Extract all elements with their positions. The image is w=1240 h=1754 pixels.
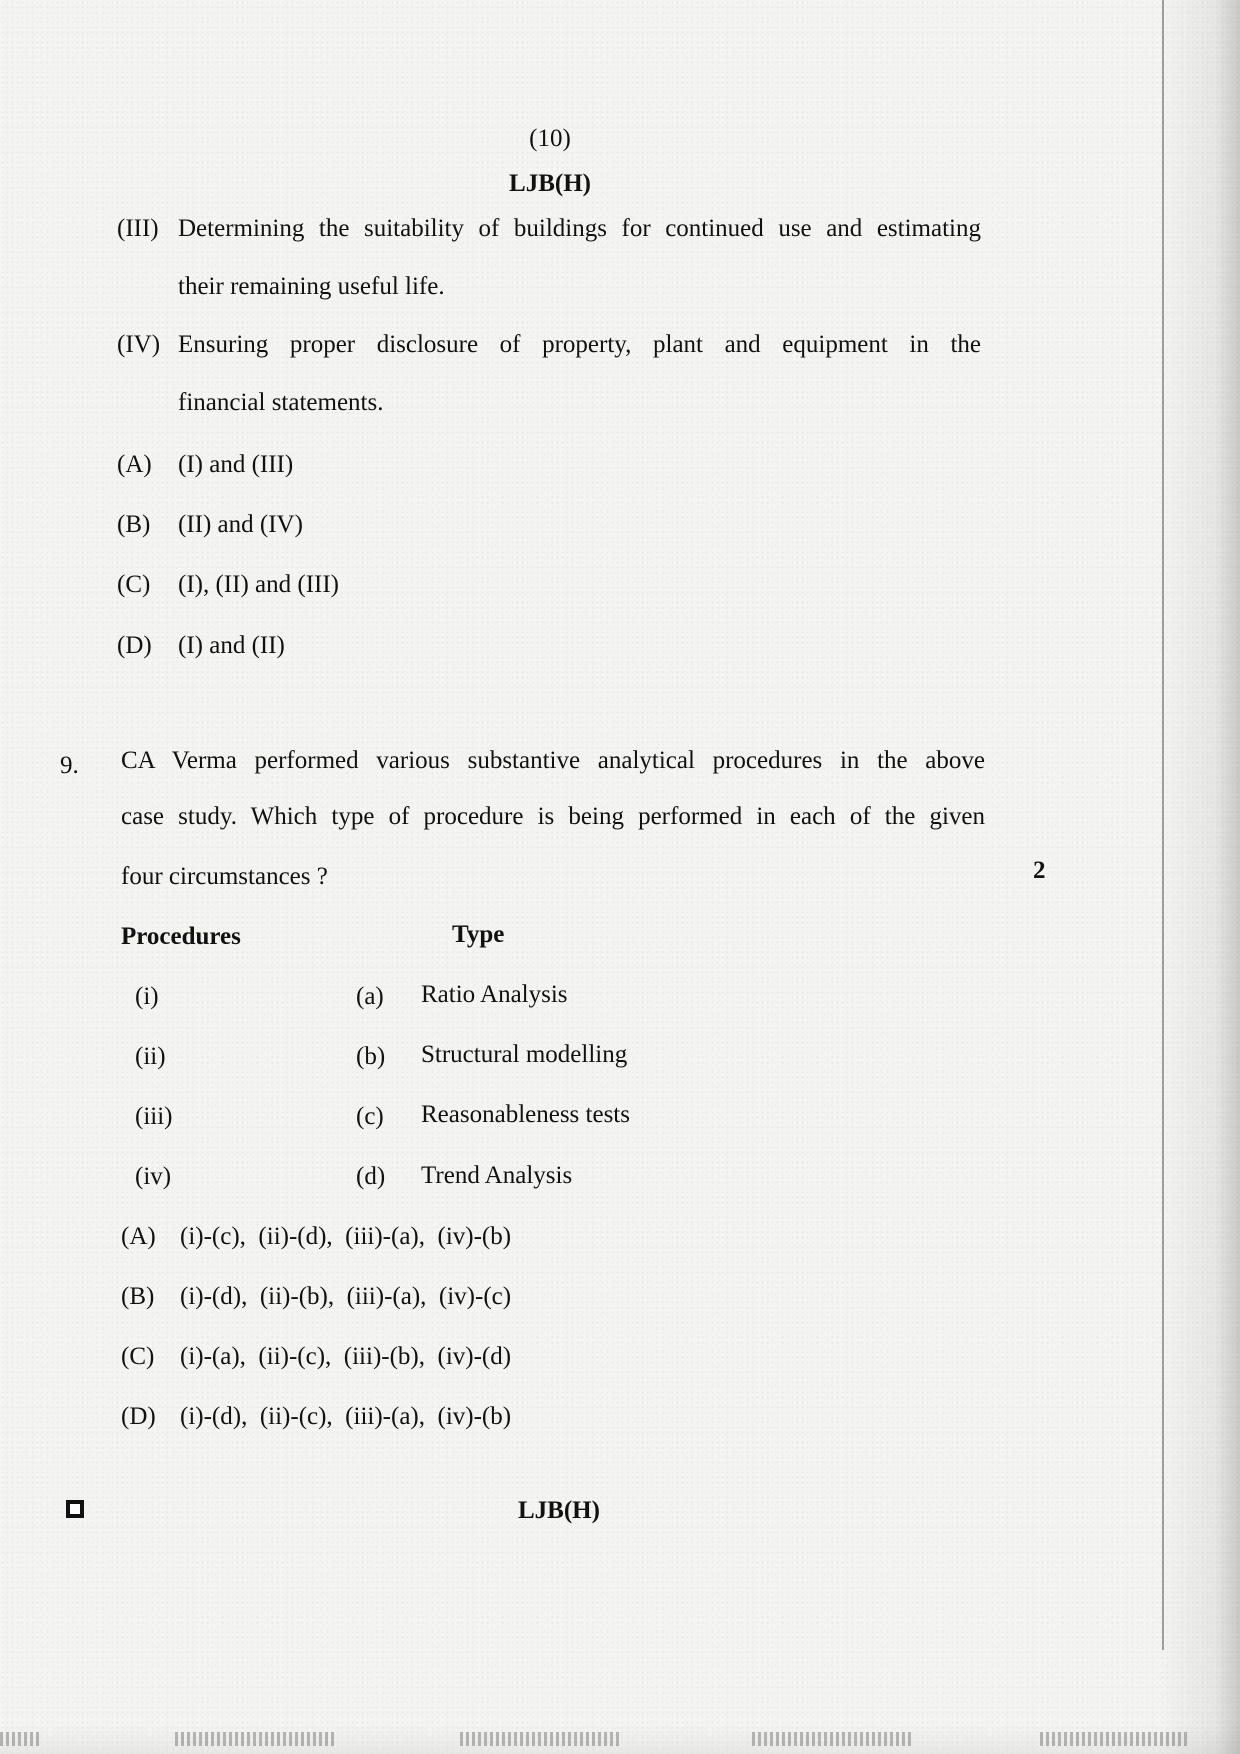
q8-option-c-text: (I), (II) and (III) bbox=[178, 571, 339, 598]
question-9-line1: CA Verma performed various substantive analytical procedures in the above bbox=[121, 747, 985, 774]
q9-option-a-label: (A) bbox=[121, 1223, 156, 1250]
type-letter: (d) bbox=[356, 1163, 386, 1190]
statement-iv-label: (IV) bbox=[117, 331, 161, 358]
type-item: Reasonableness tests bbox=[421, 1101, 630, 1128]
q9-option-c-label: (C) bbox=[121, 1343, 155, 1370]
statement-iv-line1: Ensuring proper disclosure of property, plant and equipment in the bbox=[178, 331, 981, 358]
type-letter: (c) bbox=[356, 1103, 384, 1130]
question-9-marks: 2 bbox=[1033, 857, 1046, 884]
type-column-header: Type bbox=[452, 921, 505, 948]
paper-code-header: LJB(H) bbox=[509, 170, 591, 197]
procedure-item: (iii) bbox=[135, 1103, 173, 1130]
type-item: Ratio Analysis bbox=[421, 981, 568, 1008]
statement-iii-line2: their remaining useful life. bbox=[178, 273, 445, 300]
type-item: Trend Analysis bbox=[421, 1162, 573, 1189]
scan-smudge bbox=[752, 1732, 912, 1746]
page-number: (10) bbox=[529, 125, 571, 152]
q8-option-d-label: (D) bbox=[117, 632, 152, 659]
q8-option-a-label: (A) bbox=[117, 451, 152, 478]
type-letter: (a) bbox=[356, 983, 384, 1010]
q9-option-d-label: (D) bbox=[121, 1403, 156, 1430]
question-9-line2: case study. Which type of procedure is being performed in each of the given bbox=[121, 803, 985, 830]
statement-iii-line1: Determining the suitability of buildings for continued use and estimating bbox=[178, 215, 981, 242]
paper-code-footer: LJB(H) bbox=[518, 1497, 600, 1524]
scan-smudge bbox=[460, 1732, 620, 1746]
statement-iv-line2: financial statements. bbox=[178, 389, 384, 416]
q9-option-a-text: (i)-(c), (ii)-(d), (iii)-(a), (iv)-(b) bbox=[180, 1223, 512, 1250]
statement-iii-label: (III) bbox=[117, 215, 159, 242]
q9-option-c-text: (i)-(a), (ii)-(c), (iii)-(b), (iv)-(d) bbox=[180, 1343, 512, 1370]
type-item: Structural modelling bbox=[421, 1041, 628, 1068]
q9-option-b-label: (B) bbox=[121, 1283, 155, 1310]
q8-option-b-label: (B) bbox=[117, 511, 151, 538]
type-letter: (b) bbox=[356, 1043, 386, 1070]
square-marker-icon bbox=[66, 1500, 84, 1518]
procedure-item: (i) bbox=[135, 983, 159, 1010]
q8-option-b-text: (II) and (IV) bbox=[178, 511, 303, 538]
q8-option-a-text: (I) and (III) bbox=[178, 451, 294, 478]
q9-option-d-text: (i)-(d), (ii)-(c), (iii)-(a), (iv)-(b) bbox=[180, 1403, 512, 1430]
scan-smudge bbox=[0, 1732, 40, 1746]
scan-smudge bbox=[1040, 1732, 1190, 1746]
procedures-column-header: Procedures bbox=[121, 923, 241, 950]
scan-edge-line bbox=[1162, 0, 1164, 1650]
q8-option-d-text: (I) and (II) bbox=[178, 632, 285, 659]
q8-option-c-label: (C) bbox=[117, 571, 151, 598]
q9-option-b-text: (i)-(d), (ii)-(b), (iii)-(a), (iv)-(c) bbox=[180, 1283, 512, 1310]
question-9-number: 9. bbox=[60, 752, 79, 779]
procedure-item: (iv) bbox=[135, 1163, 172, 1190]
scan-smudge bbox=[175, 1732, 335, 1746]
question-9-line3: four circumstances ? bbox=[121, 863, 328, 890]
procedure-item: (ii) bbox=[135, 1043, 166, 1070]
scan-edge-shadow bbox=[1158, 0, 1240, 1754]
